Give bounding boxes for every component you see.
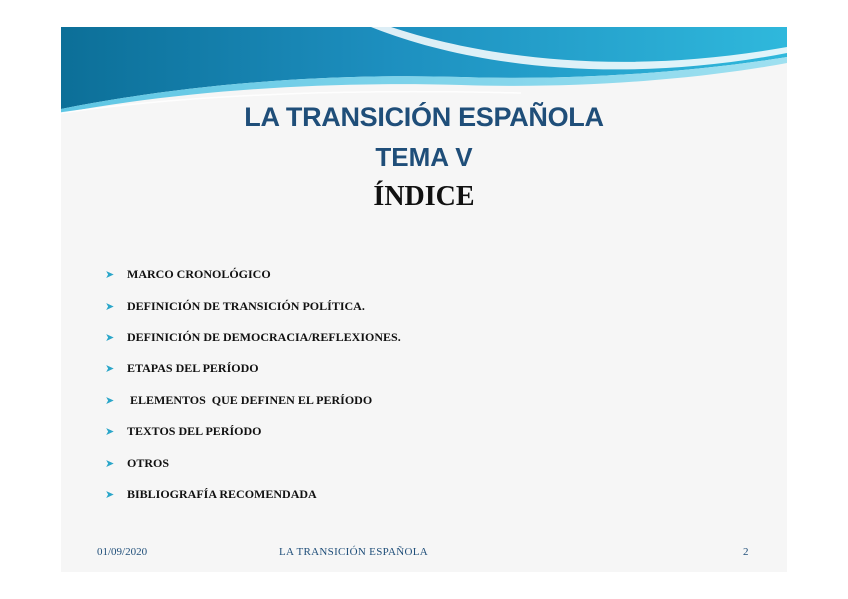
footer-title: LA TRANSICIÓN ESPAÑOLA bbox=[279, 546, 429, 558]
arrow-bullet-icon: ➤ bbox=[105, 362, 115, 376]
page-number: 2 bbox=[743, 546, 749, 558]
list-item bbox=[105, 322, 401, 353]
list-item-label: MARCO CRONOLÓGICO bbox=[127, 267, 271, 282]
index-list bbox=[105, 259, 401, 510]
list-item bbox=[105, 290, 401, 321]
arrow-bullet-icon: ➤ bbox=[105, 393, 115, 407]
title-block bbox=[61, 100, 787, 216]
list-item bbox=[105, 479, 401, 510]
list-item bbox=[105, 353, 401, 384]
list-item bbox=[105, 385, 401, 416]
arrow-bullet-icon: ➤ bbox=[105, 299, 115, 313]
slide-title: LA TRANSICIÓN ESPAÑOLA bbox=[244, 102, 604, 132]
arrow-bullet-icon: ➤ bbox=[105, 425, 115, 439]
list-item-label: DEFINICIÓN DE TRANSICIÓN POLÍTICA. bbox=[127, 298, 365, 313]
arrow-bullet-icon: ➤ bbox=[105, 330, 115, 344]
list-item bbox=[105, 259, 401, 290]
slide-subtitle: TEMA V bbox=[375, 142, 473, 172]
list-item-label: ETAPAS DEL PERÍODO bbox=[127, 361, 259, 376]
list-item-label: ELEMENTOS QUE DEFINEN EL PERÍODO bbox=[127, 392, 373, 407]
list-item bbox=[105, 416, 401, 447]
arrow-bullet-icon: ➤ bbox=[105, 456, 115, 470]
list-item-label: OTROS bbox=[127, 455, 170, 470]
arrow-bullet-icon: ➤ bbox=[105, 268, 115, 282]
list-item bbox=[105, 447, 401, 478]
list-item-label: BIBLIOGRAFÍA RECOMENDADA bbox=[127, 486, 317, 501]
list-item-label: TEXTOS DEL PERÍODO bbox=[127, 424, 262, 439]
arrow-bullet-icon: ➤ bbox=[105, 487, 115, 501]
list-item-label: DEFINICIÓN DE DEMOCRACIA/REFLEXIONES. bbox=[127, 329, 401, 344]
slide bbox=[61, 27, 787, 572]
footer-date: 01/09/2020 bbox=[97, 546, 148, 558]
section-heading: ÍNDICE bbox=[373, 181, 475, 212]
